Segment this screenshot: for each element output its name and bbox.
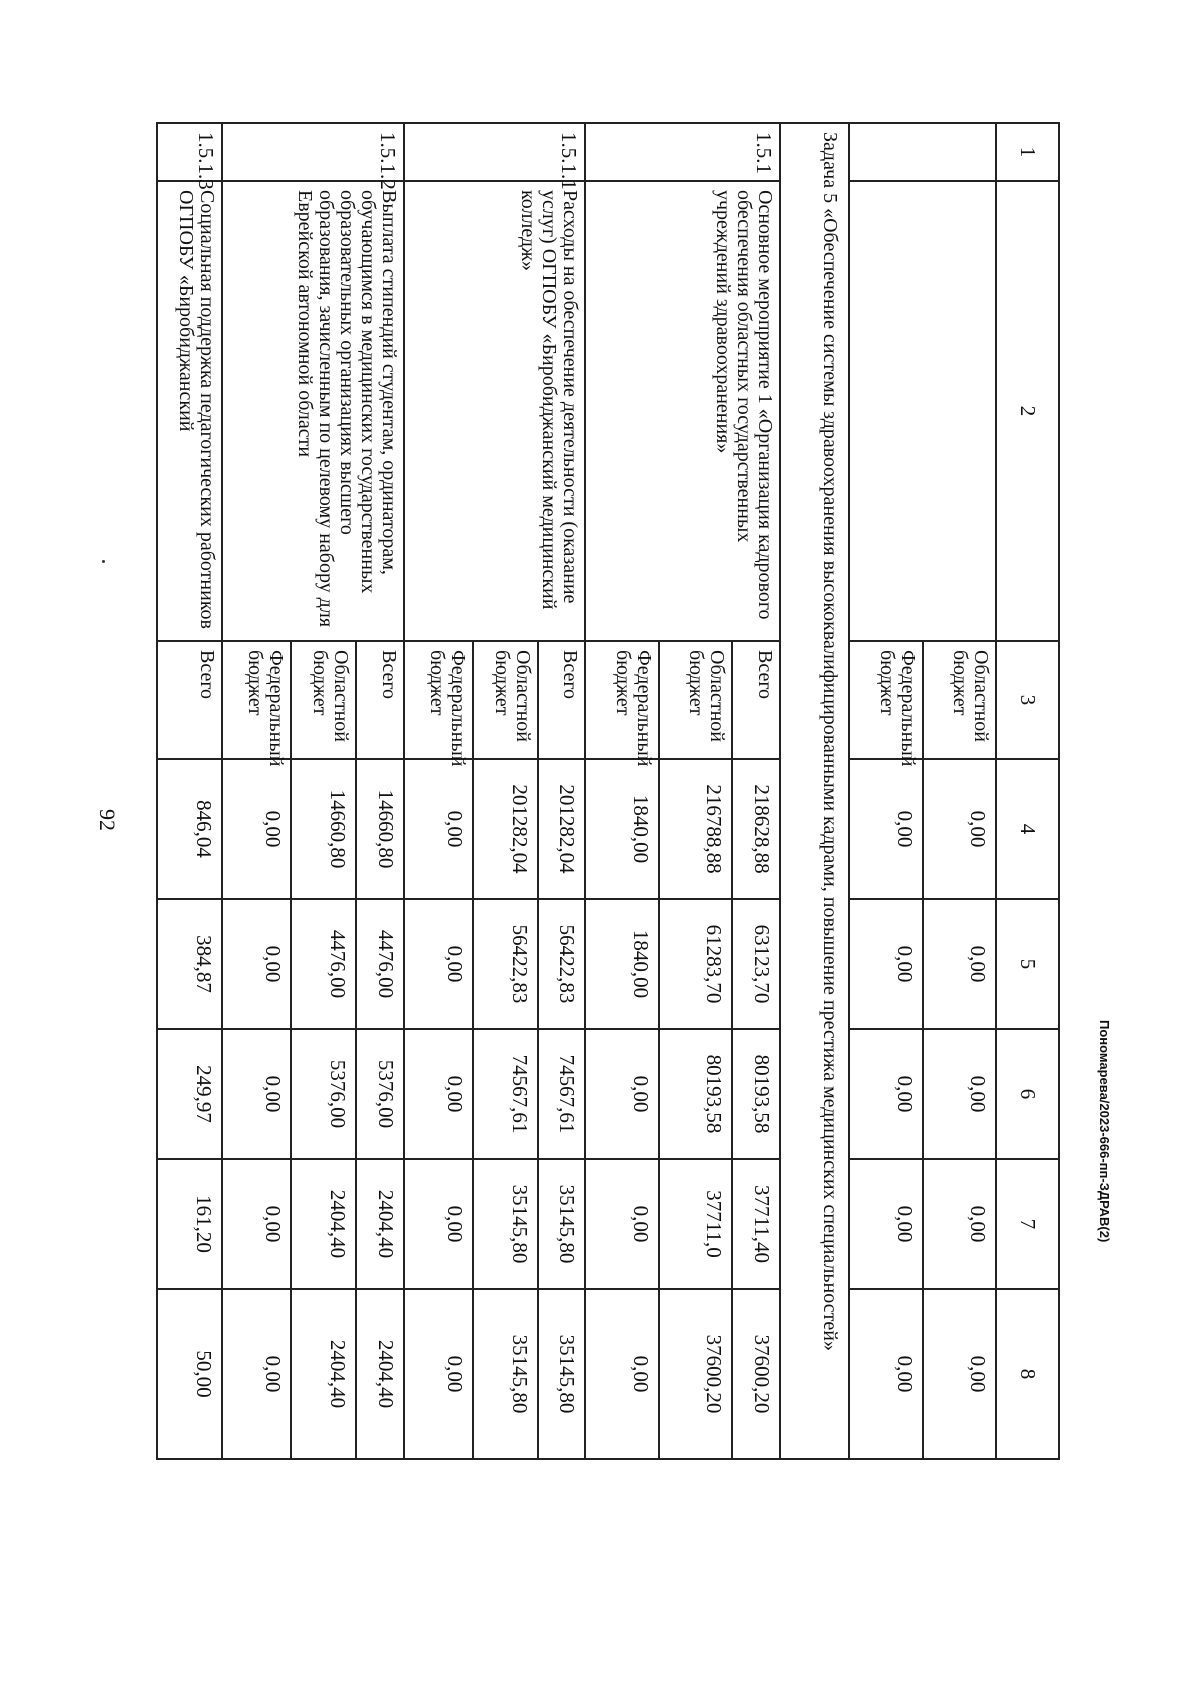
value-cell: 0,00 xyxy=(222,759,291,899)
value-cell: 1840,00 xyxy=(585,759,659,899)
source-cell: Всего xyxy=(732,641,780,759)
value-cell: 0,00 xyxy=(585,1029,659,1159)
source-cell: Федеральный бюджет xyxy=(849,641,923,759)
value-cell: 0,00 xyxy=(222,1289,291,1459)
value-cell: 0,00 xyxy=(585,1289,659,1459)
value-cell: 2404,40 xyxy=(356,1159,404,1289)
value-cell: 161,20 xyxy=(157,1159,222,1289)
col-header-8: 8 xyxy=(996,1289,1059,1459)
col-header-7: 7 xyxy=(996,1159,1059,1289)
value-cell: 80193,58 xyxy=(659,1029,733,1159)
source-cell: Федеральный бюджет xyxy=(585,641,659,759)
value-cell: 80193,58 xyxy=(732,1029,780,1159)
value-cell: 0,00 xyxy=(849,1159,923,1289)
value-cell: 0,00 xyxy=(585,1159,659,1289)
value-cell: 4476,00 xyxy=(356,899,404,1029)
value-cell: 249,97 xyxy=(157,1029,222,1159)
value-cell: 61283,70 xyxy=(659,899,733,1029)
task-row xyxy=(780,123,849,1459)
value-cell: 50,00 xyxy=(157,1289,222,1459)
col-header-4: 4 xyxy=(996,759,1059,899)
value-cell: 14660,80 xyxy=(356,759,404,899)
col-header-5: 5 xyxy=(996,899,1059,1029)
value-cell: 201282,04 xyxy=(473,759,538,899)
value-cell: 0,00 xyxy=(404,759,473,899)
document-footer: Пономарева/2023-666-пп-ЗДРАВ(2) xyxy=(1097,1020,1112,1243)
value-cell: 1840,00 xyxy=(585,899,659,1029)
table-row xyxy=(732,123,780,1459)
value-cell: 0,00 xyxy=(222,1029,291,1159)
value-cell: 14660,80 xyxy=(291,759,356,899)
value-cell: 384,87 xyxy=(157,899,222,1029)
value-cell: 0,00 xyxy=(222,899,291,1029)
value-cell: 56422,83 xyxy=(538,899,586,1029)
value-cell: 74567,61 xyxy=(538,1029,586,1159)
source-cell: Всего xyxy=(538,641,586,759)
table-row xyxy=(923,123,997,1459)
item-name: Основное мероприятие 1 «Организация кадрового обеспечения областных государственных учреждений здравоохранения» xyxy=(585,181,780,641)
value-cell: 218628,88 xyxy=(732,759,780,899)
item-code: 1.5.1.2 xyxy=(222,123,404,181)
value-cell: 2404,40 xyxy=(291,1159,356,1289)
value-cell: 846,04 xyxy=(157,759,222,899)
value-cell: 37711,40 xyxy=(732,1159,780,1289)
name-cell-empty xyxy=(849,181,996,641)
value-cell: 0,00 xyxy=(404,1159,473,1289)
value-cell: 35145,80 xyxy=(473,1159,538,1289)
value-cell: 37600,20 xyxy=(732,1289,780,1459)
item-name: Выплата стипендий студентам, ординаторам, обучающимся в медицинских государственных образовательных организациях высшего образования, зачисленным по целевому набору для Еврейской автономной области xyxy=(222,181,404,641)
value-cell: 2404,40 xyxy=(356,1289,404,1459)
value-cell: 0,00 xyxy=(222,1159,291,1289)
value-cell: 0,00 xyxy=(849,899,923,1029)
task-title: Задача 5 «Обеспечение системы здравоохранения высококвалифицированными кадрами, повышение престижа медицинских специальностей» xyxy=(780,123,849,1459)
value-cell: 216788,88 xyxy=(659,759,733,899)
table-row xyxy=(157,123,222,1459)
source-cell: Федеральный бюджет xyxy=(222,641,291,759)
value-cell: 0,00 xyxy=(849,1029,923,1159)
value-cell: 201282,04 xyxy=(538,759,586,899)
source-cell: Областной бюджет xyxy=(291,641,356,759)
source-cell: Всего xyxy=(356,641,404,759)
source-cell: Областной бюджет xyxy=(923,641,997,759)
item-code: 1.5.1 xyxy=(585,123,780,181)
value-cell: 0,00 xyxy=(923,1029,997,1159)
budget-table xyxy=(156,122,1060,1460)
table-row xyxy=(538,123,586,1459)
value-cell: 0,00 xyxy=(923,1159,997,1289)
value-cell: 56422,83 xyxy=(473,899,538,1029)
value-cell: 0,00 xyxy=(923,759,997,899)
value-cell: 4476,00 xyxy=(291,899,356,1029)
value-cell: 2404,40 xyxy=(291,1289,356,1459)
col-header-1: 1 xyxy=(996,123,1059,181)
item-code: 1.5.1.1 xyxy=(404,123,586,181)
table-row xyxy=(356,123,404,1459)
value-cell: 0,00 xyxy=(849,1289,923,1459)
value-cell: 5376,00 xyxy=(291,1029,356,1159)
scan-speck xyxy=(102,560,105,563)
value-cell: 35145,80 xyxy=(538,1289,586,1459)
value-cell: 0,00 xyxy=(923,899,997,1029)
col-header-2: 2 xyxy=(996,181,1059,641)
value-cell: 0,00 xyxy=(849,759,923,899)
value-cell: 0,00 xyxy=(404,1289,473,1459)
col-header-3: 3 xyxy=(996,641,1059,759)
item-code: 1.5.1.3 xyxy=(157,123,222,181)
item-name: Расходы на обеспечение деятельности (оказание услуг) ОГПОБУ «Биробиджанский медицинский колледж» xyxy=(404,181,586,641)
value-cell: 0,00 xyxy=(404,899,473,1029)
source-cell: Федеральный бюджет xyxy=(404,641,473,759)
source-cell: Областной бюджет xyxy=(659,641,733,759)
value-cell: 37711,0 xyxy=(659,1159,733,1289)
page-number: 92 xyxy=(95,809,120,831)
item-name: Социальная поддержка педагогических работников ОГПОБУ «Биробиджанский xyxy=(157,181,222,641)
value-cell: 35145,80 xyxy=(538,1159,586,1289)
value-cell: 35145,80 xyxy=(473,1289,538,1459)
header-row xyxy=(996,123,1059,1459)
value-cell: 63123,70 xyxy=(732,899,780,1029)
code-cell-empty xyxy=(849,123,996,181)
value-cell: 0,00 xyxy=(404,1029,473,1159)
value-cell: 37600,20 xyxy=(659,1289,733,1459)
value-cell: 0,00 xyxy=(923,1289,997,1459)
value-cell: 74567,61 xyxy=(473,1029,538,1159)
source-cell: Областной бюджет xyxy=(473,641,538,759)
col-header-6: 6 xyxy=(996,1029,1059,1159)
value-cell: 5376,00 xyxy=(356,1029,404,1159)
source-cell: Всего xyxy=(157,641,222,759)
